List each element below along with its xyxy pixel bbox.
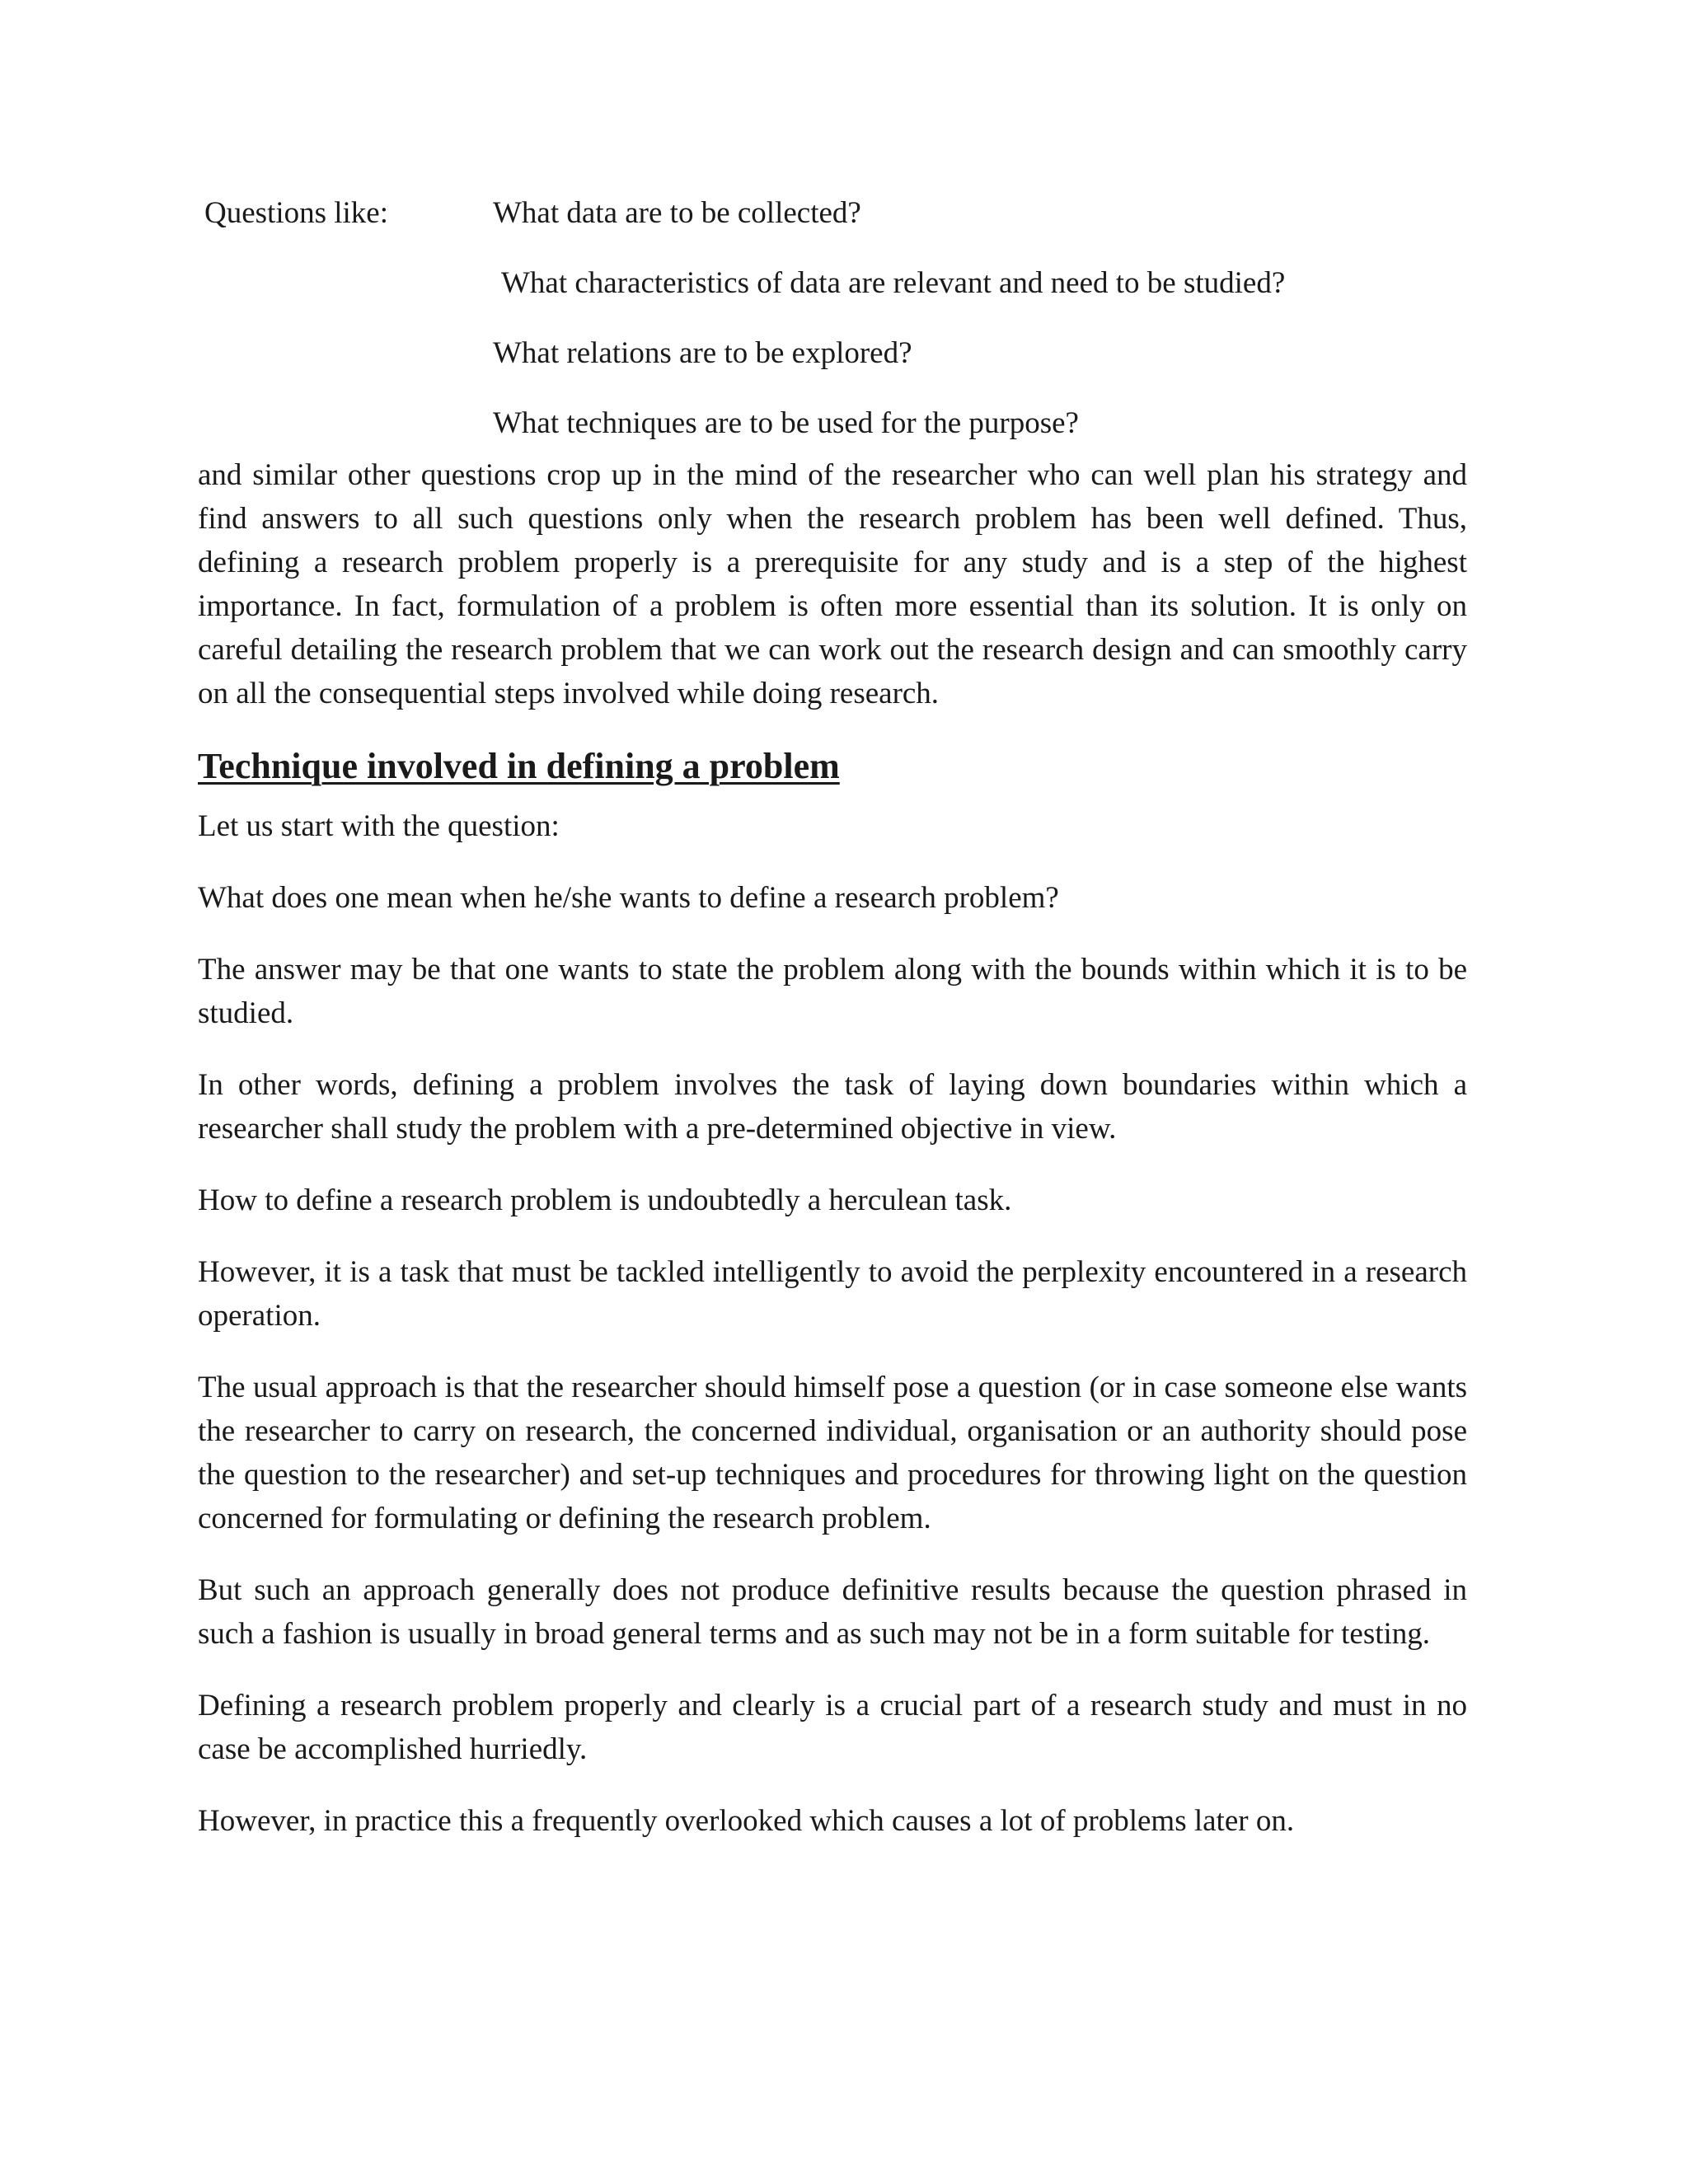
body-paragraph: The answer may be that one wants to state the problem along with the bounds within which it is to be studied. (198, 953, 1467, 1030)
body-paragraph: How to define a research problem is undoubtedly a herculean task. (198, 1183, 1012, 1217)
question-item: What relations are to be explored? (493, 336, 912, 370)
body-paragraph: What does one mean when he/she wants to define a research problem? (198, 881, 1059, 915)
body-paragraph: The usual approach is that the researcher should himself pose a question (or in case someone else wants the researcher to carry on research, the concerned individual, organisation or an authority should pose the question to the researcher) and set-up techniques and procedures for throwing light on the question concerned for formulating or defining the research problem. (198, 1371, 1467, 1535)
body-paragraph: Defining a research problem properly and clearly is a crucial part of a research study and must in no case be accomplished hurriedly. (198, 1689, 1467, 1766)
body-paragraph: Let us start with the question: (198, 809, 560, 843)
document-body (198, 191, 1467, 1871)
body-paragraph: However, in practice this a frequently overlooked which causes a lot of problems later on. (198, 1804, 1295, 1838)
section-heading: Technique involved in defining a problem (198, 746, 840, 786)
question-item: What data are to be collected? (493, 196, 861, 230)
question-item: What characteristics of data are relevant and need to be studied? (501, 266, 1286, 300)
questions-label: Questions like: (204, 196, 389, 230)
question-item: What techniques are to be used for the purpose? (493, 406, 1079, 440)
intro-paragraph: and similar other questions crop up in the mind of the researcher who can well plan his strategy and find answers to all such questions only when the research problem has been well defined. Thus, defining a research problem properly is a prerequisite for any study and is a step of the highest importance. In fact, formulation of a problem is often more essential than its solution. It is only on careful detailing the research problem that we can work out the research design and can smoothly carry on all the consequential steps involved while doing research. (198, 458, 1467, 710)
body-paragraph: In other words, defining a problem involves the task of laying down boundaries within which a researcher shall study the problem with a pre-determined objective in view. (198, 1068, 1467, 1146)
questions-list (493, 191, 1465, 471)
body-paragraph: However, it is a task that must be tackled intelligently to avoid the perplexity encountered in a research operation. (198, 1255, 1467, 1333)
questions-block (198, 191, 1467, 453)
body-paragraph: But such an approach generally does not produce definitive results because the question phrased in such a fashion is usually in broad general terms and as such may not be in a form suitable for testing. (198, 1573, 1467, 1651)
